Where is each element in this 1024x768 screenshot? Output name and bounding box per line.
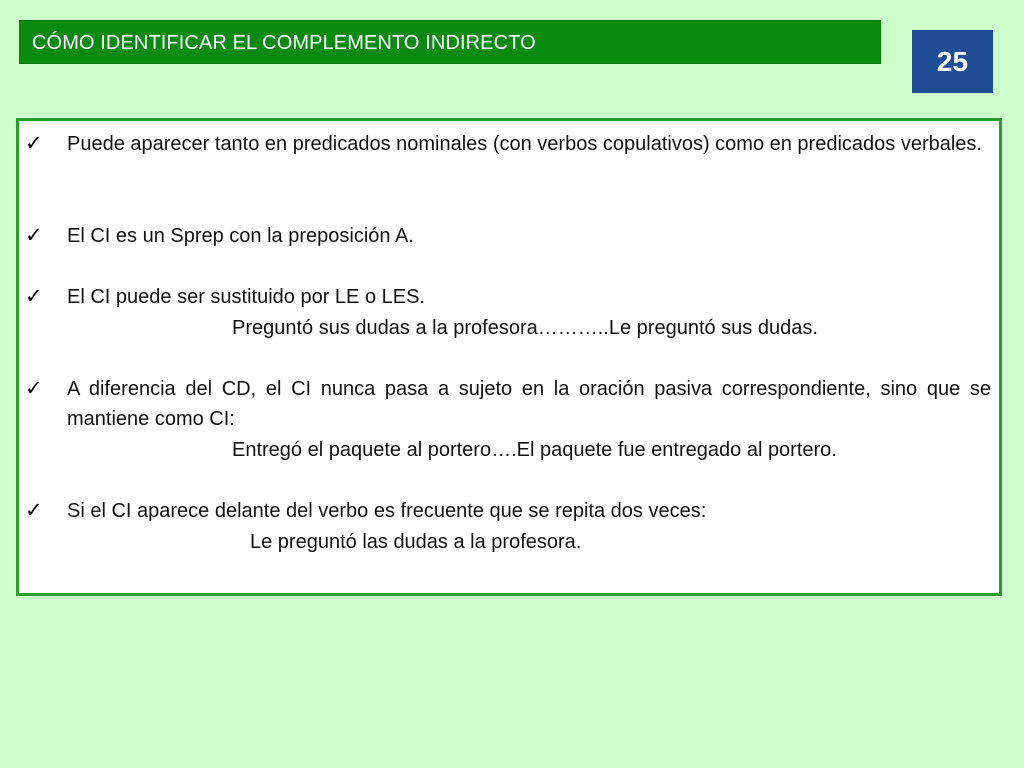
checkmark-icon: ✓	[25, 499, 43, 522]
bullet-text: A diferencia del CD, el CI nunca pasa a sujeto en la oración pasiva correspondiente, sino que se mantiene como CI:	[67, 378, 991, 430]
checkmark-icon: ✓	[25, 285, 43, 308]
bullet-text: Si el CI aparece delante del verbo es frecuente que se repita dos veces:	[67, 500, 707, 522]
example-sentence: Entregó el paquete al portero….El paquete fue entregado al portero.	[232, 439, 837, 461]
checkmark-icon: ✓	[25, 377, 43, 400]
bullet-item	[25, 221, 991, 251]
checkmark-icon: ✓	[25, 132, 43, 155]
bullet-item	[25, 374, 991, 434]
bullet-text: El CI puede ser sustituido por LE o LES.	[67, 286, 425, 308]
page-number-badge: 25	[912, 30, 993, 93]
slide-title: CÓMO IDENTIFICAR EL COMPLEMENTO INDIRECTO	[19, 20, 881, 64]
bullet-item	[25, 496, 991, 526]
bullet-item	[25, 282, 991, 312]
example-sentence: Preguntó sus dudas a la profesora………..Le preguntó sus dudas.	[232, 317, 818, 339]
bullet-text: Puede aparecer tanto en predicados nominales (con verbos copulativos) como en predicados verbales.	[67, 133, 982, 155]
bullet-text: El CI es un Sprep con la preposición A.	[67, 225, 414, 247]
example-sentence: Le preguntó las dudas a la profesora.	[250, 531, 582, 553]
content-panel	[16, 118, 1002, 596]
bullet-item	[25, 129, 991, 159]
checkmark-icon: ✓	[25, 224, 43, 247]
